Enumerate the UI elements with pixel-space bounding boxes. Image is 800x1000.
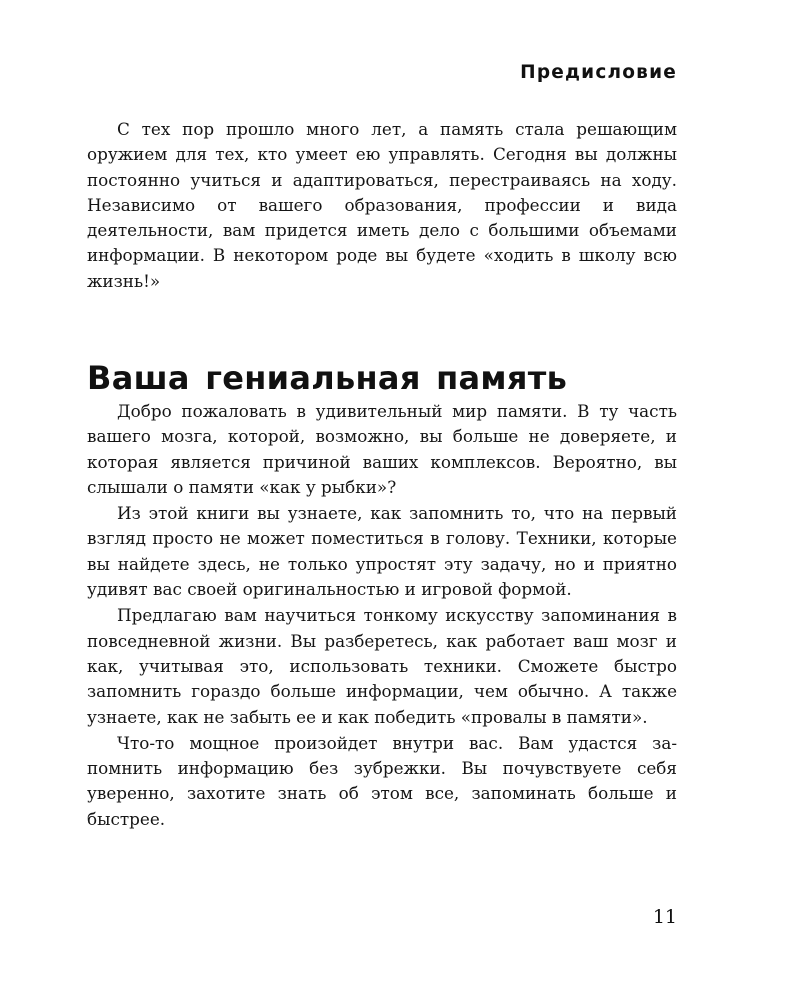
section-paragraph-2: Из этой книги вы узнаете, как запомнить то, что на первый взгляд просто не может поместиться в голову. Техники, которые вы найдете здесь, не только упростят эту задачу, но и приятно удивят вас своей оригинальностью и игровой формой. [87,503,677,600]
preface-paragraph-1: С тех пор прошло много лет, а память стала решающим оружием для тех, кто умеет ею управлять. Сегодня вы должны постоянно учиться и адаптироваться, перестраиваясь на ходу. Независимо от вашего образования, профессии и вида деятельности, вам придется иметь дело с большими объемами информации. В некотором роде вы будете «ходить в школу всю жизнь!» [87,119,677,291]
preface-text [87,117,677,294]
book-page [87,0,677,1000]
section-paragraph-3: Предлагаю вам научиться тонкому искусству запоминания в повседневной жизни. Вы разберетесь, как работает ваш мозг и как, учитывая это, использовать техники. Сможете быстро запомнить гораздо больше информации, чем обычно. А также узнаете, как не забыть ее и как победить «провалы в памяти». [87,605,677,727]
section-title: Ваша гениальная память [87,359,568,398]
page-number: 11 [652,906,677,928]
running-head: Предисловие [520,62,677,83]
section-body [87,399,677,833]
section-paragraph-1: Добро пожаловать в удивительный мир памяти. В ту часть вашего мозга, которой, возможно, вы больше не доверяете, и которая является причиной ваших комплексов. Вероятно, вы слышали о памяти «как у рыбки»? [87,401,677,497]
section-paragraph-4: Что-то мощное произойдет внутри вас. Вам удастся запомнить информацию без зубрежки. Вы почувствуете себя уверенно, захотите знать об этом все, запоминать больше и быстрее. [87,732,677,829]
